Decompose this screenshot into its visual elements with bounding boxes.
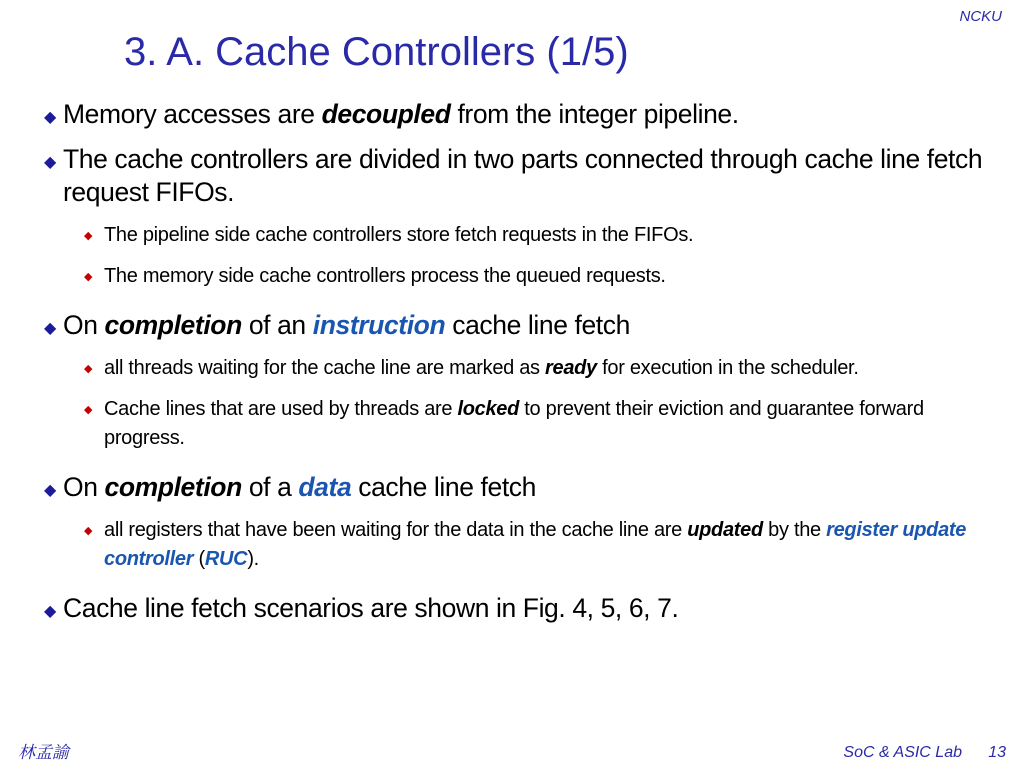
- diamond-icon: ◆: [84, 363, 93, 375]
- diamond-icon: ◆: [84, 525, 93, 537]
- bullet-4-emphasis-data: data: [298, 472, 352, 502]
- diamond-icon: ◆: [44, 482, 56, 499]
- bullet-2-sub-1-text: The pipeline side cache controllers store fetch requests in the FIFOs.: [104, 224, 694, 246]
- bullet-1-text-b: from the integer pipeline.: [450, 99, 739, 129]
- bullet-4: [44, 471, 984, 504]
- diamond-icon: ◆: [84, 271, 93, 283]
- bullet-2-sub-1: [84, 221, 984, 250]
- bullet-3-sub-2-text-a: Cache lines that are used by threads are: [104, 398, 458, 420]
- bullet-4-text-c: cache line fetch: [351, 472, 536, 502]
- diamond-icon: ◆: [44, 154, 56, 171]
- diamond-icon: ◆: [44, 109, 56, 126]
- bullet-5-text: Cache line fetch scenarios are shown in Fig. 4, 5, 6, 7.: [63, 593, 679, 623]
- bullet-3-sub-2-emphasis: locked: [457, 398, 520, 420]
- slide-content: [44, 98, 984, 637]
- bullet-4-text-b: of a: [241, 472, 299, 502]
- bullet-4-sub-1-emphasis-updated: updated: [687, 519, 763, 541]
- bullet-3: [44, 309, 984, 342]
- bullet-4-emphasis-completion: completion: [104, 472, 242, 502]
- bullet-2-sub-2-text: The memory side cache controllers process the queued requests.: [104, 265, 666, 287]
- bullet-4-sub-1-emphasis-ruc: RUC: [204, 548, 248, 570]
- diamond-icon: ◆: [44, 320, 56, 337]
- bullet-3-sub-1: [84, 354, 984, 383]
- slide-title: 3. A. Cache Controllers (1/5): [124, 30, 629, 74]
- bullet-4-sub-1-text-c: (: [193, 548, 205, 570]
- bullet-3-emphasis-completion: completion: [104, 310, 242, 340]
- bullet-4-text-a: On: [63, 472, 105, 502]
- bullet-3-sub-2: [84, 395, 984, 453]
- bullet-1-text-a: Memory accesses are: [63, 99, 322, 129]
- bullet-3-text-a: On: [63, 310, 105, 340]
- bullet-3-sub-1-text-b: for execution in the scheduler.: [596, 357, 859, 379]
- corner-tag: NCKU: [959, 8, 1002, 25]
- footer-author: 林孟諭: [18, 743, 69, 763]
- bullet-5: [44, 592, 984, 625]
- bullet-1-emphasis: decoupled: [321, 99, 451, 129]
- bullet-2-text: The cache controllers are divided in two parts connected through cache line fetch request FIFOs.: [63, 144, 983, 207]
- bullet-3-text-b: of an: [241, 310, 313, 340]
- bullet-3-sub-1-text-a: all threads waiting for the cache line are marked as: [104, 357, 546, 379]
- page-number: 13: [988, 744, 1006, 761]
- bullet-3-sub-1-emphasis: ready: [545, 357, 597, 379]
- diamond-icon: ◆: [84, 230, 93, 242]
- bullet-1: [44, 98, 984, 131]
- bullet-2: [44, 143, 984, 209]
- bullet-4-sub-1-text-b: by the: [762, 519, 827, 541]
- footer-lab: SoC & ASIC Lab: [843, 744, 962, 761]
- bullet-2-sub-2: [84, 262, 984, 291]
- diamond-icon: ◆: [84, 404, 93, 416]
- bullet-4-sub-1-text-d: ).: [247, 548, 259, 570]
- bullet-4-sub-1: [84, 516, 984, 574]
- bullet-3-sub-2-text-b: to prevent their eviction and guarantee forward progress.: [104, 398, 924, 449]
- bullet-3-text-c: cache line fetch: [445, 310, 630, 340]
- bullet-4-sub-1-emphasis-ruc-name: register update controller: [104, 519, 967, 570]
- bullet-4-sub-1-text-a: all registers that have been waiting for the data in the cache line are: [104, 519, 688, 541]
- bullet-3-emphasis-instruction: instruction: [312, 310, 446, 340]
- diamond-icon: ◆: [44, 603, 56, 620]
